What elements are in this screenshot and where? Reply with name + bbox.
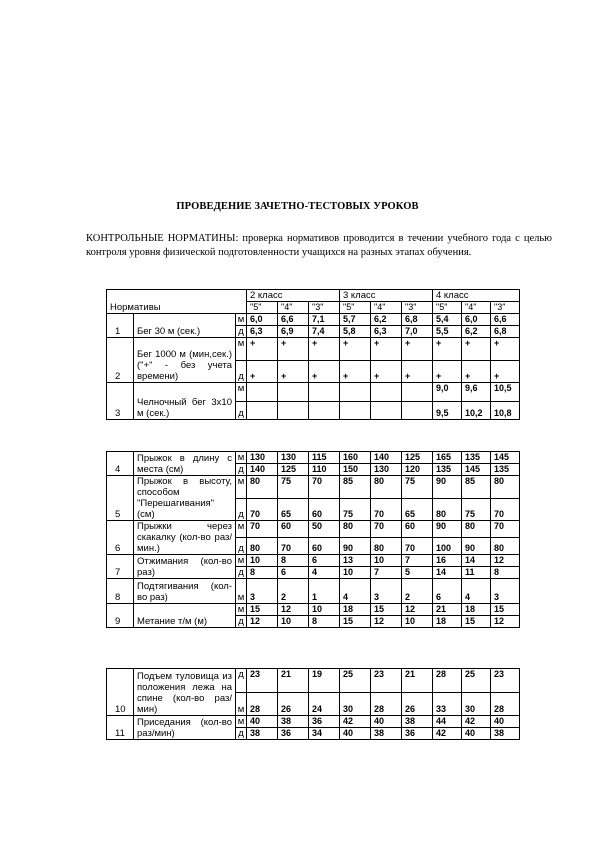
- row-number: 5: [107, 476, 134, 521]
- value-cell: 42: [462, 716, 491, 728]
- sex-m: м: [236, 579, 247, 604]
- value-cell: 40: [340, 728, 371, 740]
- value-cell: 10: [402, 616, 433, 628]
- value-cell: 115: [309, 452, 340, 464]
- grade-4: "4": [278, 302, 309, 314]
- value-cell: +: [247, 360, 278, 383]
- value-cell: 13: [340, 555, 371, 567]
- value-cell: 10,2: [462, 401, 491, 420]
- value-cell: 26: [278, 692, 309, 716]
- row-number: 3: [107, 383, 134, 420]
- value-cell: +: [278, 360, 309, 383]
- normative-name: Метание т/м (м): [134, 604, 236, 628]
- normatives-table-3: [106, 668, 520, 740]
- value-cell: 6,3: [371, 326, 402, 338]
- value-cell: [371, 401, 402, 420]
- value-cell: 130: [371, 464, 402, 476]
- value-cell: 30: [462, 692, 491, 716]
- value-cell: 5,5: [433, 326, 462, 338]
- value-cell: 9,6: [462, 383, 491, 402]
- value-cell: 15: [491, 604, 520, 616]
- value-cell: 3: [247, 579, 278, 604]
- value-cell: 80: [491, 538, 520, 555]
- value-cell: 12: [491, 616, 520, 628]
- value-cell: 28: [371, 692, 402, 716]
- value-cell: 28: [247, 692, 278, 716]
- sex-m: м: [236, 555, 247, 567]
- value-cell: 2: [278, 579, 309, 604]
- value-cell: 85: [340, 476, 371, 499]
- normatives-table-1: [106, 289, 520, 420]
- value-cell: 18: [433, 616, 462, 628]
- sex-d: д: [236, 538, 247, 555]
- value-cell: +: [462, 360, 491, 383]
- value-cell: 80: [247, 476, 278, 499]
- table-row: [107, 476, 520, 499]
- value-cell: 70: [402, 538, 433, 555]
- value-cell: [402, 401, 433, 420]
- row-number: 6: [107, 521, 134, 555]
- value-cell: 10,8: [491, 401, 520, 420]
- value-cell: 120: [402, 464, 433, 476]
- value-cell: +: [402, 360, 433, 383]
- value-cell: 70: [247, 498, 278, 521]
- row-number: 7: [107, 555, 134, 579]
- value-cell: 7,4: [309, 326, 340, 338]
- value-cell: 2: [402, 579, 433, 604]
- value-cell: 12: [491, 555, 520, 567]
- sex-m: м: [236, 476, 247, 499]
- value-cell: 5,4: [433, 314, 462, 326]
- normative-name: Прыжок в длину с места (см): [134, 452, 236, 476]
- value-cell: 80: [462, 521, 491, 538]
- value-cell: 6,0: [247, 314, 278, 326]
- value-cell: 10: [371, 555, 402, 567]
- table-row: [107, 338, 520, 361]
- value-cell: [309, 383, 340, 402]
- value-cell: 23: [247, 669, 278, 693]
- grade-4: "4": [462, 302, 491, 314]
- value-cell: 34: [309, 728, 340, 740]
- normative-name: Бег 1000 м (мин,сек.) ("+" - без учета времени): [134, 338, 236, 383]
- value-cell: [371, 383, 402, 402]
- value-cell: 80: [371, 538, 402, 555]
- value-cell: 44: [433, 716, 462, 728]
- value-cell: 75: [402, 476, 433, 499]
- value-cell: 8: [247, 567, 278, 579]
- table-row: [107, 383, 520, 402]
- value-cell: 165: [433, 452, 462, 464]
- value-cell: 36: [402, 728, 433, 740]
- grade-5: "5": [340, 302, 371, 314]
- value-cell: 5,7: [340, 314, 371, 326]
- value-cell: 23: [371, 669, 402, 693]
- value-cell: 60: [309, 538, 340, 555]
- value-cell: 7,1: [309, 314, 340, 326]
- value-cell: 90: [433, 521, 462, 538]
- value-cell: 100: [433, 538, 462, 555]
- value-cell: 21: [278, 669, 309, 693]
- row-number: 9: [107, 604, 134, 628]
- value-cell: +: [402, 338, 433, 361]
- table-row: [107, 555, 520, 567]
- value-cell: 8: [278, 555, 309, 567]
- value-cell: 24: [309, 692, 340, 716]
- row-number: 4: [107, 452, 134, 476]
- value-cell: 14: [462, 555, 491, 567]
- header-row-classes: [107, 290, 520, 302]
- value-cell: [278, 383, 309, 402]
- value-cell: +: [433, 360, 462, 383]
- value-cell: 65: [278, 498, 309, 521]
- table-row: [107, 314, 520, 326]
- sex-d: д: [236, 360, 247, 383]
- grade-3: "3": [309, 302, 340, 314]
- value-cell: 1: [309, 579, 340, 604]
- normatives-table-2: [106, 451, 520, 628]
- sex-m: м: [236, 314, 247, 326]
- grade-5: "5": [433, 302, 462, 314]
- value-cell: 6,8: [491, 326, 520, 338]
- value-cell: 6,6: [278, 314, 309, 326]
- sex-d: д: [236, 616, 247, 628]
- value-cell: 8: [491, 567, 520, 579]
- value-cell: +: [247, 338, 278, 361]
- value-cell: 75: [278, 476, 309, 499]
- value-cell: 80: [371, 476, 402, 499]
- table-row: [107, 669, 520, 693]
- value-cell: 12: [247, 616, 278, 628]
- value-cell: 6,3: [247, 326, 278, 338]
- value-cell: 145: [491, 452, 520, 464]
- value-cell: 38: [491, 728, 520, 740]
- value-cell: [247, 383, 278, 402]
- value-cell: 125: [278, 464, 309, 476]
- value-cell: 6,9: [278, 326, 309, 338]
- sex-d: д: [236, 567, 247, 579]
- value-cell: 40: [247, 716, 278, 728]
- value-cell: 10: [278, 616, 309, 628]
- sex-m: м: [236, 452, 247, 464]
- value-cell: 40: [491, 716, 520, 728]
- normative-name: Подъем туловища из положения лежа на спине (кол-во раз/мин): [134, 669, 236, 716]
- value-cell: 9,0: [433, 383, 462, 402]
- value-cell: 85: [462, 476, 491, 499]
- grade-3: "3": [402, 302, 433, 314]
- value-cell: 10: [247, 555, 278, 567]
- normative-name: Приседания (кол-во раз/мин): [134, 716, 236, 740]
- value-cell: 7: [402, 555, 433, 567]
- value-cell: 70: [371, 498, 402, 521]
- sex-d: д: [236, 326, 247, 338]
- value-cell: 140: [371, 452, 402, 464]
- value-cell: 12: [278, 604, 309, 616]
- value-cell: +: [371, 360, 402, 383]
- value-cell: 9,5: [433, 401, 462, 420]
- grade-4: "4": [371, 302, 402, 314]
- value-cell: 150: [340, 464, 371, 476]
- value-cell: 70: [309, 476, 340, 499]
- sex-d: д: [236, 498, 247, 521]
- sex-d: д: [236, 669, 247, 693]
- value-cell: +: [462, 338, 491, 361]
- value-cell: 28: [433, 669, 462, 693]
- value-cell: 21: [433, 604, 462, 616]
- value-cell: +: [371, 338, 402, 361]
- value-cell: 3: [371, 579, 402, 604]
- value-cell: [278, 401, 309, 420]
- sex-d: д: [236, 401, 247, 420]
- value-cell: 38: [371, 728, 402, 740]
- grade-5: "5": [247, 302, 278, 314]
- value-cell: 145: [462, 464, 491, 476]
- class-2-header: 2 класс: [247, 290, 340, 302]
- value-cell: 25: [340, 669, 371, 693]
- value-cell: 4: [309, 567, 340, 579]
- sex-d: д: [236, 728, 247, 740]
- normative-name: Прыжки через скакалку (кол-во раз/мин.): [134, 521, 236, 555]
- value-cell: 160: [340, 452, 371, 464]
- value-cell: +: [309, 360, 340, 383]
- value-cell: 50: [309, 521, 340, 538]
- value-cell: [247, 401, 278, 420]
- value-cell: 10: [340, 567, 371, 579]
- row-number: 11: [107, 716, 134, 740]
- row-number: 1: [107, 314, 134, 338]
- table-row: [107, 579, 520, 604]
- value-cell: 75: [340, 498, 371, 521]
- value-cell: 6: [309, 555, 340, 567]
- value-cell: 130: [278, 452, 309, 464]
- value-cell: 6,2: [462, 326, 491, 338]
- table-row: [107, 521, 520, 538]
- value-cell: 125: [402, 452, 433, 464]
- normative-name: Бег 30 м (сек.): [134, 314, 236, 338]
- value-cell: 21: [402, 669, 433, 693]
- value-cell: 70: [371, 521, 402, 538]
- value-cell: 90: [462, 538, 491, 555]
- normative-name: Отжимания (кол-во раз): [134, 555, 236, 579]
- value-cell: 5: [402, 567, 433, 579]
- value-cell: 19: [309, 669, 340, 693]
- value-cell: 80: [491, 476, 520, 499]
- value-cell: 11: [462, 567, 491, 579]
- sex-m: м: [236, 604, 247, 616]
- value-cell: 18: [340, 604, 371, 616]
- sex-d: д: [236, 464, 247, 476]
- value-cell: +: [309, 338, 340, 361]
- value-cell: [309, 401, 340, 420]
- row-number: 10: [107, 669, 134, 716]
- value-cell: +: [340, 338, 371, 361]
- value-cell: 80: [433, 498, 462, 521]
- value-cell: +: [433, 338, 462, 361]
- normatives-header: Нормативы: [107, 290, 247, 314]
- value-cell: 10,5: [491, 383, 520, 402]
- value-cell: [402, 383, 433, 402]
- value-cell: 110: [309, 464, 340, 476]
- intro-paragraph: КОНТРОЛЬНЫЕ НОРМАТИНЫ: проверка нормативов проводится в течении учебного года с целью контроля уровня физической подготовленности учащихся на разных этапах обучения.: [86, 233, 552, 258]
- value-cell: 15: [340, 616, 371, 628]
- value-cell: 60: [402, 521, 433, 538]
- value-cell: 28: [491, 692, 520, 716]
- value-cell: [340, 401, 371, 420]
- table-row: [107, 716, 520, 728]
- value-cell: 40: [462, 728, 491, 740]
- sex-m: м: [236, 521, 247, 538]
- value-cell: 4: [340, 579, 371, 604]
- value-cell: 6,6: [491, 314, 520, 326]
- class-3-header: 3 класс: [340, 290, 433, 302]
- value-cell: 60: [278, 521, 309, 538]
- value-cell: 12: [371, 616, 402, 628]
- value-cell: 26: [402, 692, 433, 716]
- value-cell: 6: [278, 567, 309, 579]
- value-cell: 135: [462, 452, 491, 464]
- normative-name: Прыжок в высоту, способом "Перешагивания" (см): [134, 476, 236, 521]
- table-row: [107, 452, 520, 464]
- value-cell: 8: [309, 616, 340, 628]
- value-cell: 36: [278, 728, 309, 740]
- value-cell: 4: [462, 579, 491, 604]
- value-cell: 10: [309, 604, 340, 616]
- value-cell: 6: [433, 579, 462, 604]
- value-cell: 130: [247, 452, 278, 464]
- value-cell: 65: [402, 498, 433, 521]
- value-cell: 38: [247, 728, 278, 740]
- class-4-header: 4 класс: [433, 290, 520, 302]
- value-cell: +: [278, 338, 309, 361]
- value-cell: 15: [371, 604, 402, 616]
- grade-3: "3": [491, 302, 520, 314]
- value-cell: [340, 383, 371, 402]
- value-cell: 80: [340, 521, 371, 538]
- value-cell: 33: [433, 692, 462, 716]
- value-cell: 42: [340, 716, 371, 728]
- value-cell: 70: [247, 521, 278, 538]
- value-cell: 5,8: [340, 326, 371, 338]
- value-cell: 135: [433, 464, 462, 476]
- row-number: 2: [107, 338, 134, 383]
- value-cell: 3: [491, 579, 520, 604]
- value-cell: 40: [371, 716, 402, 728]
- value-cell: 36: [309, 716, 340, 728]
- value-cell: 6,8: [402, 314, 433, 326]
- normative-name: Подтягивания (кол-во раз): [134, 579, 236, 604]
- value-cell: 7,0: [402, 326, 433, 338]
- value-cell: 6,2: [371, 314, 402, 326]
- table-row: [107, 604, 520, 616]
- value-cell: 16: [433, 555, 462, 567]
- value-cell: 75: [462, 498, 491, 521]
- value-cell: 90: [340, 538, 371, 555]
- value-cell: 12: [402, 604, 433, 616]
- value-cell: 30: [340, 692, 371, 716]
- sex-m: м: [236, 383, 247, 402]
- row-number: 8: [107, 579, 134, 604]
- value-cell: 60: [309, 498, 340, 521]
- value-cell: 6,0: [462, 314, 491, 326]
- value-cell: 80: [247, 538, 278, 555]
- value-cell: 7: [371, 567, 402, 579]
- value-cell: +: [491, 360, 520, 383]
- value-cell: 70: [491, 521, 520, 538]
- value-cell: 14: [433, 567, 462, 579]
- value-cell: 140: [247, 464, 278, 476]
- value-cell: 38: [402, 716, 433, 728]
- value-cell: 23: [491, 669, 520, 693]
- value-cell: 18: [462, 604, 491, 616]
- sex-m: м: [236, 716, 247, 728]
- value-cell: 70: [278, 538, 309, 555]
- value-cell: +: [491, 338, 520, 361]
- page-title: ПРОВЕДЕНИЕ ЗАЧЕТНО-ТЕСТОВЫХ УРОКОВ: [176, 201, 419, 212]
- normative-name: Челночный бег 3х10 м (сек.): [134, 383, 236, 420]
- value-cell: 25: [462, 669, 491, 693]
- sex-m: м: [236, 692, 247, 716]
- value-cell: 15: [247, 604, 278, 616]
- value-cell: 70: [491, 498, 520, 521]
- value-cell: 90: [433, 476, 462, 499]
- value-cell: 38: [278, 716, 309, 728]
- value-cell: +: [340, 360, 371, 383]
- value-cell: 15: [462, 616, 491, 628]
- sex-m: м: [236, 338, 247, 361]
- value-cell: 135: [491, 464, 520, 476]
- value-cell: 42: [433, 728, 462, 740]
